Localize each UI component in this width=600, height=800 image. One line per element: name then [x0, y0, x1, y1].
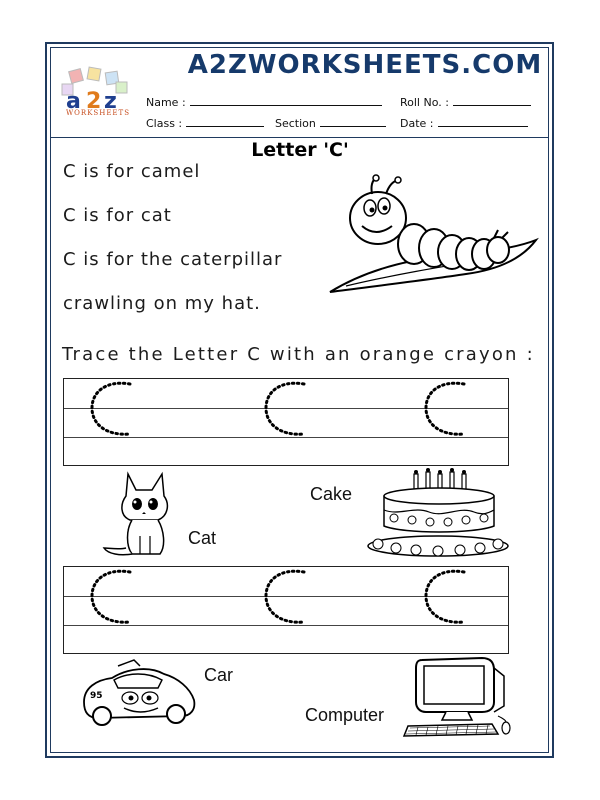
roll-field[interactable]: [400, 96, 531, 109]
logo-text: WORKSHEETS: [65, 109, 131, 117]
class-field[interactable]: [146, 117, 264, 130]
svg-text:z: z: [104, 89, 117, 114]
trace-letter[interactable]: [260, 566, 312, 626]
date-label: Date :: [400, 117, 434, 130]
cake-illustration: [364, 468, 512, 560]
cat-illustration: [100, 470, 186, 560]
section-label: Section: [275, 117, 316, 130]
roll-blank[interactable]: [453, 96, 531, 106]
class-blank[interactable]: [186, 117, 264, 127]
trace-letter[interactable]: [86, 566, 138, 626]
svg-text:95: 95: [90, 691, 103, 701]
section-blank[interactable]: [320, 117, 386, 127]
trace-instruction: Trace the Letter C with an orange crayon :: [62, 344, 535, 365]
site-name: A2ZWORKSHEETS.COM: [187, 50, 543, 80]
picture-label-cat: Cat: [188, 528, 217, 548]
svg-text:2: 2: [86, 89, 102, 114]
date-blank[interactable]: [438, 117, 528, 127]
section-field[interactable]: [275, 117, 386, 130]
roll-label: Roll No. :: [400, 96, 449, 109]
rhyme-line: C is for camel: [63, 161, 201, 182]
rhyme-line: C is for the caterpillar: [63, 249, 283, 270]
computer-illustration: [402, 654, 510, 740]
picture-label-car: Car: [204, 665, 234, 685]
trace-letter[interactable]: [420, 566, 472, 626]
page-title: Letter 'C': [251, 139, 349, 161]
date-field[interactable]: [400, 117, 528, 130]
trace-letter[interactable]: [260, 378, 312, 438]
name-label: Name :: [146, 96, 186, 109]
header-divider: [50, 137, 549, 138]
name-field[interactable]: [146, 96, 382, 109]
rhyme-line: C is for cat: [63, 205, 172, 226]
name-blank[interactable]: [190, 96, 382, 106]
picture-label-computer: Computer: [305, 705, 385, 725]
car-illustration: [78, 658, 200, 728]
caterpillar-illustration: [326, 170, 540, 296]
trace-letter[interactable]: [420, 378, 472, 438]
svg-text:a: a: [66, 89, 81, 114]
rhyme-line: crawling on my hat.: [63, 293, 261, 314]
trace-letter[interactable]: [86, 378, 138, 438]
class-label: Class :: [146, 117, 183, 130]
picture-label-cake: Cake: [310, 484, 353, 504]
